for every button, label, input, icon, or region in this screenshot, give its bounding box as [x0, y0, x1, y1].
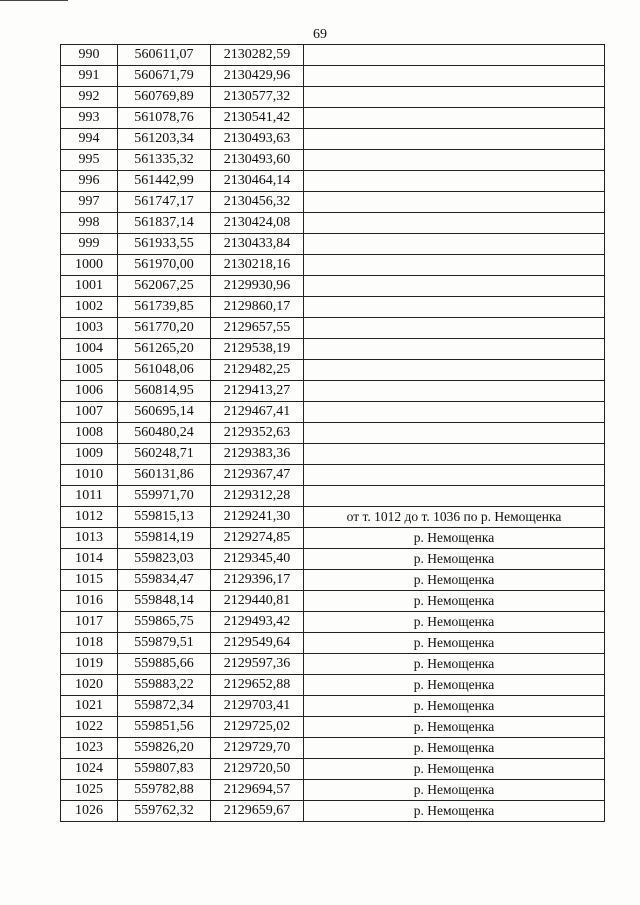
x-coordinate-cell: 561933,55: [118, 234, 211, 255]
point-number-cell: 992: [61, 87, 118, 108]
y-coordinate-cell: 2129345,40: [211, 549, 304, 570]
table-row: [61, 801, 605, 822]
point-number-cell: 1017: [61, 612, 118, 633]
point-number-cell: 1011: [61, 486, 118, 507]
y-coordinate-cell: 2129725,02: [211, 717, 304, 738]
x-coordinate-cell: 559885,66: [118, 654, 211, 675]
point-number-cell: 997: [61, 192, 118, 213]
description-cell: р. Немощенка: [304, 759, 605, 780]
coordinates-table-body: [61, 45, 605, 822]
y-coordinate-cell: 2129720,50: [211, 759, 304, 780]
description-cell: [304, 402, 605, 423]
table-row: [61, 633, 605, 654]
y-coordinate-cell: 2129729,70: [211, 738, 304, 759]
table-row: [61, 192, 605, 213]
point-number-cell: 1001: [61, 276, 118, 297]
table-row: [61, 444, 605, 465]
y-coordinate-cell: 2129274,85: [211, 528, 304, 549]
table-row: [61, 171, 605, 192]
y-coordinate-cell: 2130464,14: [211, 171, 304, 192]
description-cell: р. Немощенка: [304, 528, 605, 549]
description-cell: [304, 108, 605, 129]
x-coordinate-cell: 559807,83: [118, 759, 211, 780]
point-number-cell: 1020: [61, 675, 118, 696]
point-number-cell: 1021: [61, 696, 118, 717]
point-number-cell: 1010: [61, 465, 118, 486]
point-number-cell: 1009: [61, 444, 118, 465]
x-coordinate-cell: 562067,25: [118, 276, 211, 297]
table-row: [61, 360, 605, 381]
point-number-cell: 1006: [61, 381, 118, 402]
point-number-cell: 1019: [61, 654, 118, 675]
description-cell: р. Немощенка: [304, 675, 605, 696]
point-number-cell: 1018: [61, 633, 118, 654]
x-coordinate-cell: 560695,14: [118, 402, 211, 423]
point-number-cell: 990: [61, 45, 118, 66]
x-coordinate-cell: 559851,56: [118, 717, 211, 738]
description-cell: [304, 66, 605, 87]
point-number-cell: 1014: [61, 549, 118, 570]
y-coordinate-cell: 2130577,32: [211, 87, 304, 108]
table-row: [61, 591, 605, 612]
description-cell: р. Немощенка: [304, 549, 605, 570]
x-coordinate-cell: 560611,07: [118, 45, 211, 66]
y-coordinate-cell: 2130218,16: [211, 255, 304, 276]
table-row: [61, 570, 605, 591]
description-cell: [304, 339, 605, 360]
description-cell: [304, 360, 605, 381]
x-coordinate-cell: 561970,00: [118, 255, 211, 276]
description-cell: [304, 234, 605, 255]
x-coordinate-cell: 561078,76: [118, 108, 211, 129]
page-number: 69: [313, 27, 327, 42]
y-coordinate-cell: 2129367,47: [211, 465, 304, 486]
point-number-cell: 1023: [61, 738, 118, 759]
y-coordinate-cell: 2129703,41: [211, 696, 304, 717]
y-coordinate-cell: 2129860,17: [211, 297, 304, 318]
y-coordinate-cell: 2130429,96: [211, 66, 304, 87]
x-coordinate-cell: 561203,34: [118, 129, 211, 150]
x-coordinate-cell: 561335,32: [118, 150, 211, 171]
description-cell: [304, 150, 605, 171]
description-cell: р. Немощенка: [304, 591, 605, 612]
point-number-cell: 995: [61, 150, 118, 171]
point-number-cell: 1002: [61, 297, 118, 318]
x-coordinate-cell: 559848,14: [118, 591, 211, 612]
y-coordinate-cell: 2129657,55: [211, 318, 304, 339]
point-number-cell: 998: [61, 213, 118, 234]
table-row: [61, 45, 605, 66]
y-coordinate-cell: 2130541,42: [211, 108, 304, 129]
x-coordinate-cell: 560480,24: [118, 423, 211, 444]
table-row: [61, 612, 605, 633]
description-cell: [304, 486, 605, 507]
description-cell: от т. 1012 до т. 1036 по р. Немощенка: [304, 507, 605, 528]
description-cell: р. Немощенка: [304, 633, 605, 654]
y-coordinate-cell: 2129659,67: [211, 801, 304, 822]
x-coordinate-cell: 559823,03: [118, 549, 211, 570]
y-coordinate-cell: 2129930,96: [211, 276, 304, 297]
table-row: [61, 759, 605, 780]
description-cell: [304, 129, 605, 150]
y-coordinate-cell: 2130424,08: [211, 213, 304, 234]
x-coordinate-cell: 559872,34: [118, 696, 211, 717]
x-coordinate-cell: 559826,20: [118, 738, 211, 759]
y-coordinate-cell: 2129482,25: [211, 360, 304, 381]
y-coordinate-cell: 2129493,42: [211, 612, 304, 633]
x-coordinate-cell: 559782,88: [118, 780, 211, 801]
point-number-cell: 1024: [61, 759, 118, 780]
y-coordinate-cell: 2129312,28: [211, 486, 304, 507]
point-number-cell: 1022: [61, 717, 118, 738]
point-number-cell: 996: [61, 171, 118, 192]
x-coordinate-cell: 559814,19: [118, 528, 211, 549]
x-coordinate-cell: 561048,06: [118, 360, 211, 381]
point-number-cell: 1008: [61, 423, 118, 444]
table-row: [61, 66, 605, 87]
table-row: [61, 465, 605, 486]
y-coordinate-cell: 2130493,60: [211, 150, 304, 171]
y-coordinate-cell: 2130456,32: [211, 192, 304, 213]
point-number-cell: 1012: [61, 507, 118, 528]
table-row: [61, 717, 605, 738]
description-cell: [304, 423, 605, 444]
table-row: [61, 738, 605, 759]
description-cell: [304, 192, 605, 213]
y-coordinate-cell: 2129396,17: [211, 570, 304, 591]
scan-edge-mark: [0, 0, 68, 1]
description-cell: р. Немощенка: [304, 801, 605, 822]
table-row: [61, 129, 605, 150]
y-coordinate-cell: 2129383,36: [211, 444, 304, 465]
point-number-cell: 1003: [61, 318, 118, 339]
description-cell: [304, 45, 605, 66]
x-coordinate-cell: 560814,95: [118, 381, 211, 402]
y-coordinate-cell: 2129549,64: [211, 633, 304, 654]
x-coordinate-cell: 559834,47: [118, 570, 211, 591]
point-number-cell: 1025: [61, 780, 118, 801]
description-cell: [304, 171, 605, 192]
table-row: [61, 423, 605, 444]
description-cell: [304, 297, 605, 318]
table-row: [61, 780, 605, 801]
table-row: [61, 549, 605, 570]
coordinates-table: [60, 44, 605, 822]
y-coordinate-cell: 2129413,27: [211, 381, 304, 402]
description-cell: р. Немощенка: [304, 612, 605, 633]
point-number-cell: 1000: [61, 255, 118, 276]
point-number-cell: 991: [61, 66, 118, 87]
description-cell: [304, 444, 605, 465]
point-number-cell: 994: [61, 129, 118, 150]
y-coordinate-cell: 2129352,63: [211, 423, 304, 444]
y-coordinate-cell: 2130282,59: [211, 45, 304, 66]
description-cell: р. Немощенка: [304, 654, 605, 675]
description-cell: р. Немощенка: [304, 717, 605, 738]
y-coordinate-cell: 2130493,63: [211, 129, 304, 150]
point-number-cell: 1007: [61, 402, 118, 423]
description-cell: [304, 255, 605, 276]
table-row: [61, 339, 605, 360]
point-number-cell: 1004: [61, 339, 118, 360]
table-row: [61, 255, 605, 276]
point-number-cell: 1026: [61, 801, 118, 822]
x-coordinate-cell: 560769,89: [118, 87, 211, 108]
table-row: [61, 507, 605, 528]
table-row: [61, 150, 605, 171]
point-number-cell: 993: [61, 108, 118, 129]
description-cell: [304, 213, 605, 234]
x-coordinate-cell: 559865,75: [118, 612, 211, 633]
table-row: [61, 654, 605, 675]
x-coordinate-cell: 561265,20: [118, 339, 211, 360]
description-cell: [304, 381, 605, 402]
y-coordinate-cell: 2129597,36: [211, 654, 304, 675]
x-coordinate-cell: 561770,20: [118, 318, 211, 339]
y-coordinate-cell: 2129538,19: [211, 339, 304, 360]
x-coordinate-cell: 559883,22: [118, 675, 211, 696]
y-coordinate-cell: 2129694,57: [211, 780, 304, 801]
table-row: [61, 108, 605, 129]
x-coordinate-cell: 559971,70: [118, 486, 211, 507]
description-cell: р. Немощенка: [304, 738, 605, 759]
table-row: [61, 381, 605, 402]
table-row: [61, 696, 605, 717]
table-row: [61, 486, 605, 507]
x-coordinate-cell: 561837,14: [118, 213, 211, 234]
y-coordinate-cell: 2129467,41: [211, 402, 304, 423]
x-coordinate-cell: 560131,86: [118, 465, 211, 486]
description-cell: [304, 318, 605, 339]
x-coordinate-cell: 559815,13: [118, 507, 211, 528]
x-coordinate-cell: 560248,71: [118, 444, 211, 465]
table-row: [61, 675, 605, 696]
y-coordinate-cell: 2129652,88: [211, 675, 304, 696]
description-cell: [304, 465, 605, 486]
table-row: [61, 528, 605, 549]
table-row: [61, 213, 605, 234]
description-cell: [304, 276, 605, 297]
description-cell: [304, 87, 605, 108]
point-number-cell: 1016: [61, 591, 118, 612]
description-cell: р. Немощенка: [304, 696, 605, 717]
table-row: [61, 234, 605, 255]
description-cell: р. Немощенка: [304, 780, 605, 801]
point-number-cell: 1013: [61, 528, 118, 549]
table-row: [61, 297, 605, 318]
x-coordinate-cell: 561442,99: [118, 171, 211, 192]
x-coordinate-cell: 561747,17: [118, 192, 211, 213]
table-row: [61, 276, 605, 297]
y-coordinate-cell: 2129440,81: [211, 591, 304, 612]
table-row: [61, 87, 605, 108]
description-cell: р. Немощенка: [304, 570, 605, 591]
point-number-cell: 1015: [61, 570, 118, 591]
y-coordinate-cell: 2129241,30: [211, 507, 304, 528]
table-row: [61, 318, 605, 339]
x-coordinate-cell: 561739,85: [118, 297, 211, 318]
table-row: [61, 402, 605, 423]
x-coordinate-cell: 560671,79: [118, 66, 211, 87]
x-coordinate-cell: 559879,51: [118, 633, 211, 654]
point-number-cell: 999: [61, 234, 118, 255]
y-coordinate-cell: 2130433,84: [211, 234, 304, 255]
x-coordinate-cell: 559762,32: [118, 801, 211, 822]
point-number-cell: 1005: [61, 360, 118, 381]
